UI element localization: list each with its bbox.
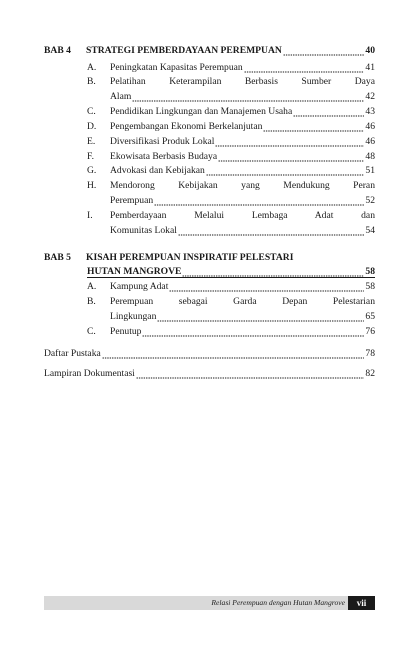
entry-page: 58: [365, 281, 375, 292]
entry-page: 43: [365, 106, 375, 117]
chapter-5-title-line2: HUTAN MANGROVE: [87, 266, 182, 277]
entry-page: 65: [365, 311, 375, 322]
entry-title: Ekowisata Berbasis Budaya: [110, 151, 218, 162]
entry-page: 82: [365, 368, 375, 379]
toc-entry-4g[interactable]: [87, 165, 375, 176]
dot-leader: [169, 282, 364, 292]
toc-entry-4d[interactable]: [87, 121, 375, 132]
toc-entry-5b[interactable]: [87, 296, 375, 307]
chapter-5-underline: [87, 277, 375, 278]
entry-letter: B.: [87, 76, 96, 87]
entry-title: Diversifikasi Produk Lokal: [110, 136, 215, 147]
chapter-5-heading-cont[interactable]: [87, 266, 375, 277]
entry-title-line1: Mendorong Kebijakan yang Mendukung Peran: [110, 180, 375, 191]
footer-book-title: Relasi Perempuan dengan Hutan Mangrove: [211, 598, 345, 607]
entry-letter: C.: [87, 326, 96, 337]
chapter-4-heading[interactable]: [44, 45, 375, 56]
entry-title: Daftar Pustaka: [44, 348, 101, 359]
toc-entry-4i[interactable]: [87, 210, 375, 221]
entry-title: Lampiran Dokumentasi: [44, 368, 135, 379]
dot-leader: [263, 122, 364, 132]
entry-page: 76: [365, 326, 375, 337]
entry-letter: A.: [87, 281, 97, 292]
entry-letter: G.: [87, 165, 97, 176]
entry-title-line2: Lingkungan: [110, 311, 157, 322]
toc-entry-5c[interactable]: [87, 326, 375, 337]
footer-page-number: vii: [348, 596, 375, 610]
dot-leader: [136, 369, 365, 379]
entry-page: 42: [365, 91, 375, 102]
entry-title: Pendidikan Lingkungan dan Manajemen Usaha: [110, 106, 293, 117]
entry-title: Pengembangan Ekonomi Berkelanjutan: [110, 121, 263, 132]
entry-title-line1: Perempuan sebagai Garda Depan Pelestarian: [110, 296, 375, 307]
entry-title: Penutup: [110, 326, 142, 337]
entry-title: Peningkatan Kapasitas Perempuan: [110, 62, 243, 73]
dot-leader: [178, 226, 365, 236]
entry-title-line2: Perempuan: [110, 195, 154, 206]
dot-leader: [218, 152, 364, 162]
entry-letter: H.: [87, 180, 97, 191]
entry-title-line1: Pemberdayaan Melalui Lembaga Adat dan: [110, 210, 375, 221]
chapter-4-label: BAB 4: [44, 45, 71, 56]
dot-leader: [142, 327, 364, 337]
chapter-5-heading[interactable]: [44, 252, 375, 263]
dot-leader: [293, 107, 364, 117]
entry-page: 78: [365, 348, 375, 359]
dot-leader: [154, 196, 364, 206]
entry-page: 52: [365, 195, 375, 206]
dot-leader: [244, 63, 365, 73]
entry-letter: D.: [87, 121, 97, 132]
entry-letter: F.: [87, 151, 94, 162]
toc-entry-4c[interactable]: [87, 106, 375, 117]
entry-page: 46: [365, 136, 375, 147]
chapter-5-label: BAB 5: [44, 252, 71, 263]
toc-entry-4b[interactable]: [87, 76, 375, 87]
toc-entry-5b-cont[interactable]: [110, 311, 375, 322]
toc-entry-4e[interactable]: [87, 136, 375, 147]
toc-entry-4h-cont[interactable]: [110, 195, 375, 206]
entry-title-line2: Komunitas Lokal: [110, 225, 177, 236]
entry-letter: B.: [87, 296, 96, 307]
dot-leader: [157, 312, 364, 322]
entry-page: 48: [365, 151, 375, 162]
dot-leader: [283, 46, 365, 56]
dot-leader: [132, 92, 364, 102]
toc-entry-4h[interactable]: [87, 180, 375, 191]
dot-leader: [215, 137, 364, 147]
chapter-4-page: 40: [365, 45, 375, 56]
chapter-5-page: 58: [365, 266, 375, 277]
toc-entry-4f[interactable]: [87, 151, 375, 162]
entry-letter: I.: [87, 210, 93, 221]
entry-title-line2: Alam: [110, 91, 132, 102]
entry-title: Kampung Adat: [110, 281, 169, 292]
toc-entry-4a[interactable]: [87, 62, 375, 73]
entry-letter: E.: [87, 136, 96, 147]
page-footer: [44, 596, 375, 610]
entry-letter: A.: [87, 62, 97, 73]
toc-entry-appendix[interactable]: [44, 368, 375, 379]
dot-leader: [102, 349, 365, 359]
entry-page: 51: [365, 165, 375, 176]
dot-leader: [182, 267, 364, 277]
chapter-5-title-line1: KISAH PEREMPUAN INSPIRATIF PELESTARI: [86, 252, 294, 263]
entry-letter: C.: [87, 106, 96, 117]
entry-page: 41: [365, 62, 375, 73]
dot-leader: [206, 166, 365, 176]
toc-entry-bibliography[interactable]: [44, 348, 375, 359]
entry-title: Advokasi dan Kebijakan: [110, 165, 205, 176]
entry-page: 46: [365, 121, 375, 132]
chapter-4-title: STRATEGI PEMBERDAYAAN PEREMPUAN: [86, 45, 282, 56]
entry-title-line1: Pelatihan Keterampilan Berbasis Sumber Daya: [110, 76, 375, 87]
toc-entry-4b-cont[interactable]: [110, 91, 375, 102]
entry-page: 54: [365, 225, 375, 236]
toc-entry-4i-cont[interactable]: [110, 225, 375, 236]
toc-entry-5a[interactable]: [87, 281, 375, 292]
